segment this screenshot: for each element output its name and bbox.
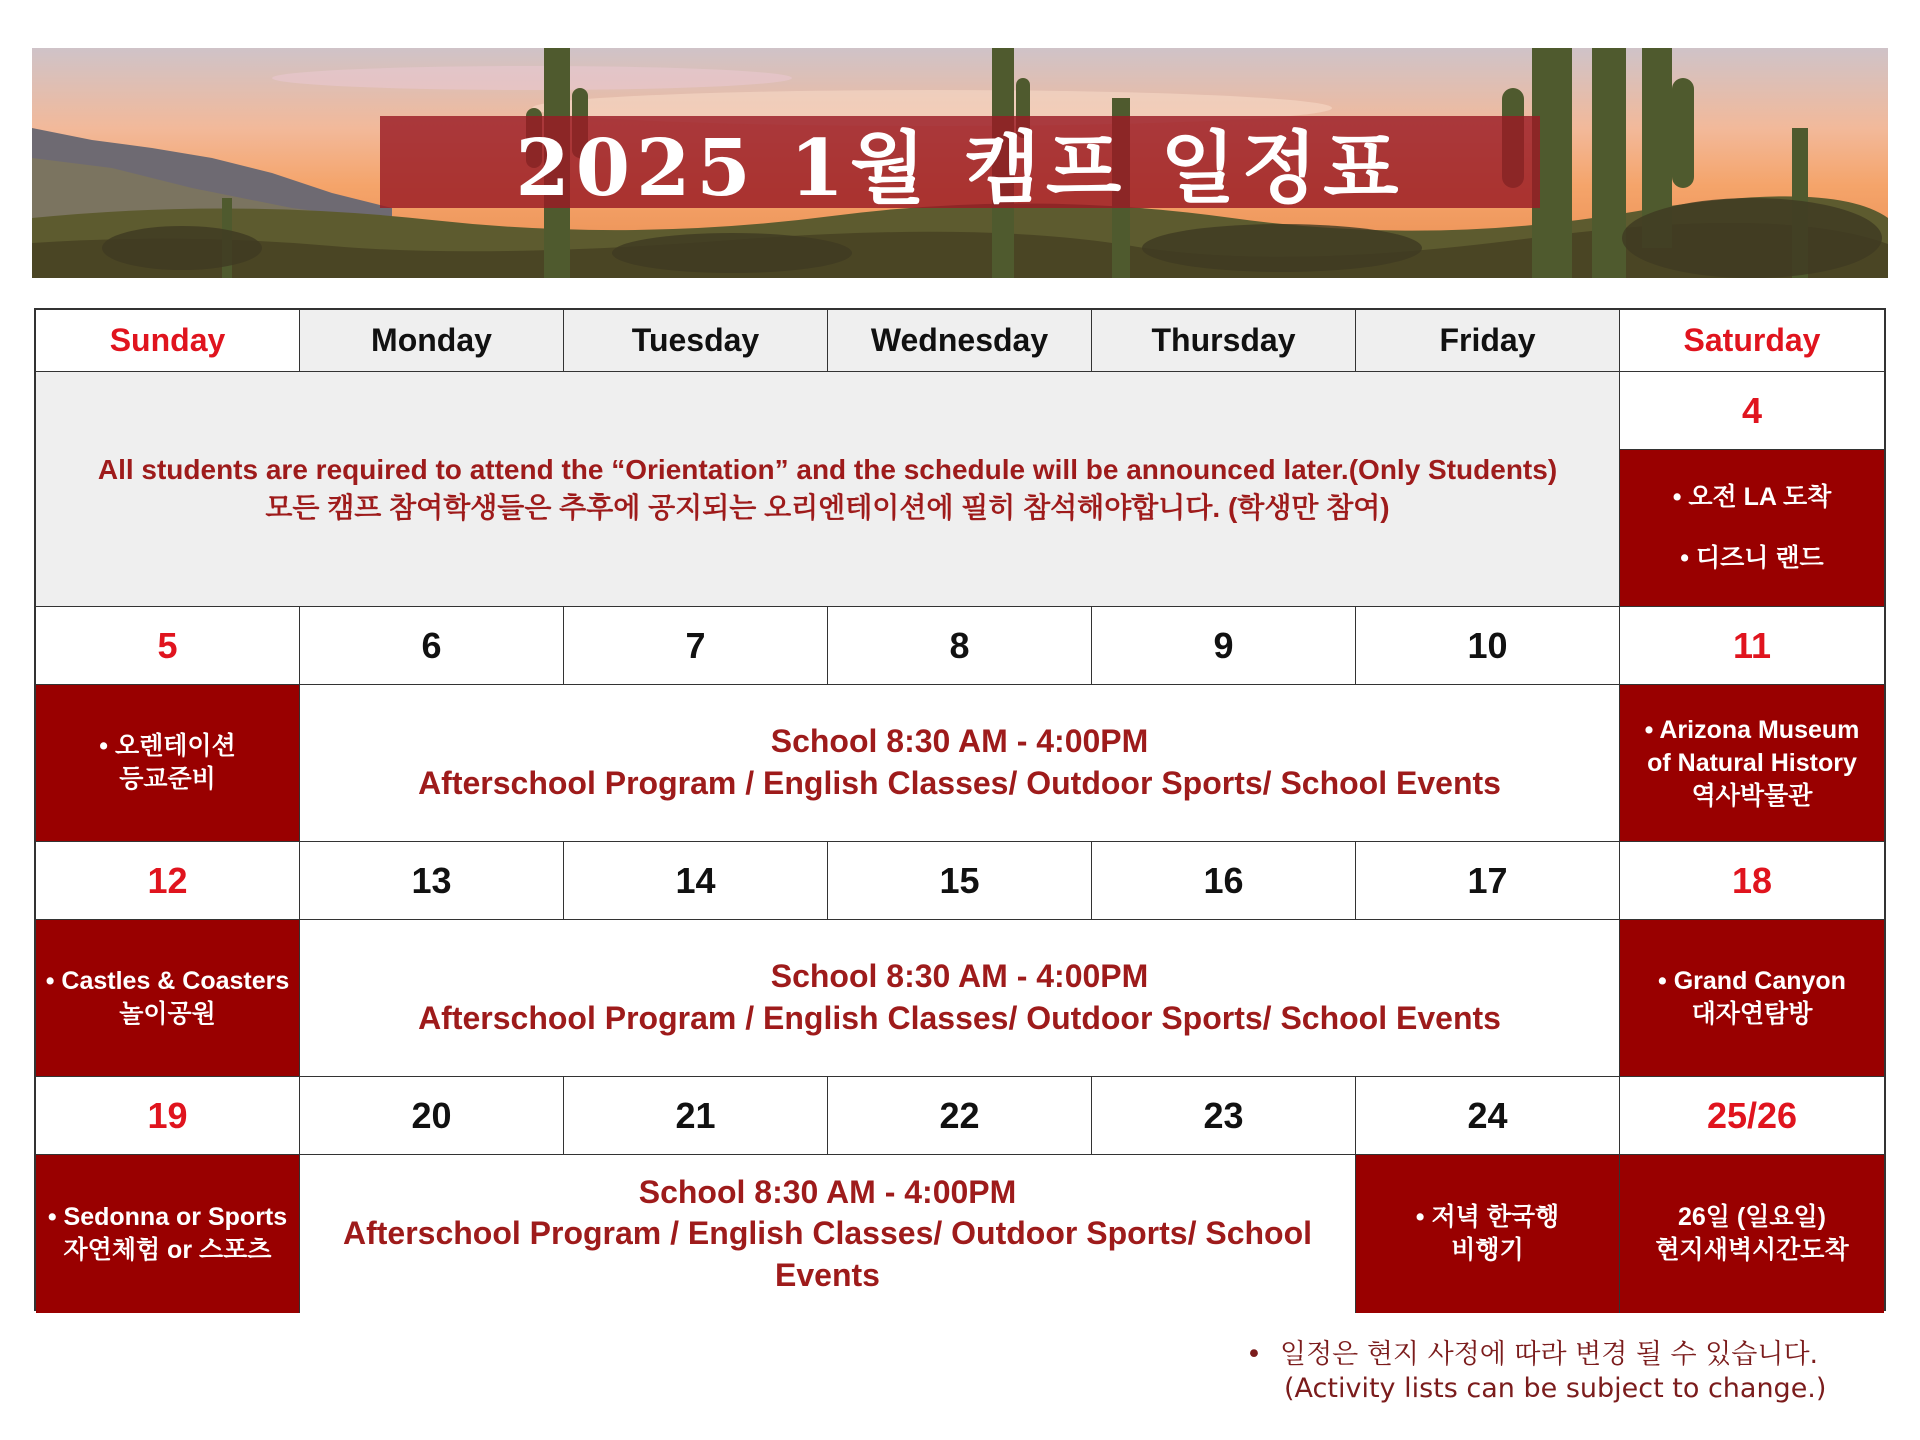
activity-cell <box>1356 1155 1620 1313</box>
date-cell: 24 <box>1356 1077 1620 1155</box>
day-header-monday: Monday <box>300 310 564 372</box>
activity-text: • 오전 LA 도착 <box>1672 483 1832 511</box>
date-cell: 15 <box>828 842 1092 920</box>
school-schedule-cell <box>300 1155 1356 1313</box>
footnote-english: (Activity lists can be subject to change.) <box>1284 1372 1827 1404</box>
activity-text: • 디즈니 랜드 <box>1680 544 1824 572</box>
activity-text: of Natural History <box>1647 748 1857 777</box>
day-header-wednesday: Wednesday <box>828 310 1092 372</box>
activity-cell <box>36 685 300 842</box>
school-programs: Afterschool Program / English Classes/ Outdoor Sports/ School Events <box>418 1000 1501 1036</box>
day-header-thursday: Thursday <box>1092 310 1356 372</box>
school-hours: School 8:30 AM - 4:00PM <box>770 723 1149 760</box>
date-cell: 19 <box>36 1077 300 1155</box>
date-cell: 6 <box>300 607 564 685</box>
activity-text: 역사박물관 <box>1691 781 1813 810</box>
day-header-friday: Friday <box>1356 310 1620 372</box>
activity-text: • Grand Canyon <box>1658 967 1846 995</box>
date-cell: 13 <box>300 842 564 920</box>
activity-text: 놀이공원 <box>119 1000 216 1028</box>
orientation-notice-korean: 모든 캠프 참여학생들은 추후에 공지되는 오리엔테이션에 필히 참석해야합니다. (학생만 참여) <box>265 492 1390 523</box>
footnote-korean: 일정은 현지 사정에 따라 변경 될 수 있습니다. <box>1280 1339 1819 1370</box>
date-cell: 22 <box>828 1077 1092 1155</box>
date-cell: 18 <box>1620 842 1884 920</box>
date-cell: 16 <box>1092 842 1356 920</box>
date-cell: 21 <box>564 1077 828 1155</box>
date-cell: 5 <box>36 607 300 685</box>
date-cell: 23 <box>1092 1077 1356 1155</box>
activity-cell <box>36 920 300 1077</box>
activity-text: 현지새벽시간도착 <box>1655 1236 1849 1264</box>
school-programs-continued: Events <box>775 1256 880 1293</box>
orientation-notice-english: All students are required to attend the “Orientation” and the schedule will be announced later.(Only Students) <box>97 454 1558 486</box>
activity-cell <box>1620 920 1884 1077</box>
title-band <box>380 116 1540 214</box>
date-cell: 4 <box>1620 372 1884 450</box>
school-programs: Afterschool Program / English Classes/ Outdoor Sports/ School <box>342 1215 1313 1252</box>
activity-text: 대자연탐방 <box>1691 1000 1813 1028</box>
school-hours: School 8:30 AM - 4:00PM <box>770 958 1149 995</box>
school-hours: School 8:30 AM - 4:00PM <box>638 1173 1017 1210</box>
activity-text: • 오렌테이션 <box>99 732 236 760</box>
date-cell: 8 <box>828 607 1092 685</box>
date-cell: 12 <box>36 842 300 920</box>
date-cell: 25/26 <box>1620 1077 1884 1155</box>
schedule-footnote <box>1246 1338 1826 1406</box>
date-cell: 11 <box>1620 607 1884 685</box>
activity-text: 비행기 <box>1451 1236 1524 1264</box>
date-cell: 14 <box>564 842 828 920</box>
day-header-tuesday: Tuesday <box>564 310 828 372</box>
activity-text: 자연체험 or 스포츠 <box>63 1236 272 1264</box>
day-header-sunday: Sunday <box>36 310 300 372</box>
activity-cell <box>36 1155 300 1313</box>
school-programs: Afterschool Program / English Classes/ Outdoor Sports/ School Events <box>418 765 1501 801</box>
activity-cell <box>1620 685 1884 842</box>
date-cell: 7 <box>564 607 828 685</box>
activity-text: 26일 (일요일) <box>1677 1203 1826 1231</box>
activity-cell <box>1620 1155 1884 1313</box>
bullet-icon: • <box>1246 1339 1262 1370</box>
activity-cell <box>1620 450 1884 607</box>
date-cell: 9 <box>1092 607 1356 685</box>
page-title: 2025 1월 캠프 일정표 <box>515 123 1405 214</box>
date-cell: 10 <box>1356 607 1620 685</box>
activity-text: • 저녁 한국행 <box>1415 1203 1560 1231</box>
date-cell: 17 <box>1356 842 1620 920</box>
activity-text: 등교준비 <box>119 765 216 793</box>
calendar-grid <box>34 308 1886 1311</box>
school-schedule-cell <box>300 920 1620 1077</box>
date-cell: 20 <box>300 1077 564 1155</box>
orientation-notice <box>36 372 1620 607</box>
day-header-saturday: Saturday <box>1620 310 1884 372</box>
header-banner <box>32 48 1888 278</box>
activity-text: • Arizona Museum <box>1644 715 1860 744</box>
activity-text: • Sedonna or Sports <box>47 1203 288 1231</box>
school-schedule-cell <box>300 685 1620 842</box>
activity-text: • Castles & Coasters <box>45 967 290 995</box>
